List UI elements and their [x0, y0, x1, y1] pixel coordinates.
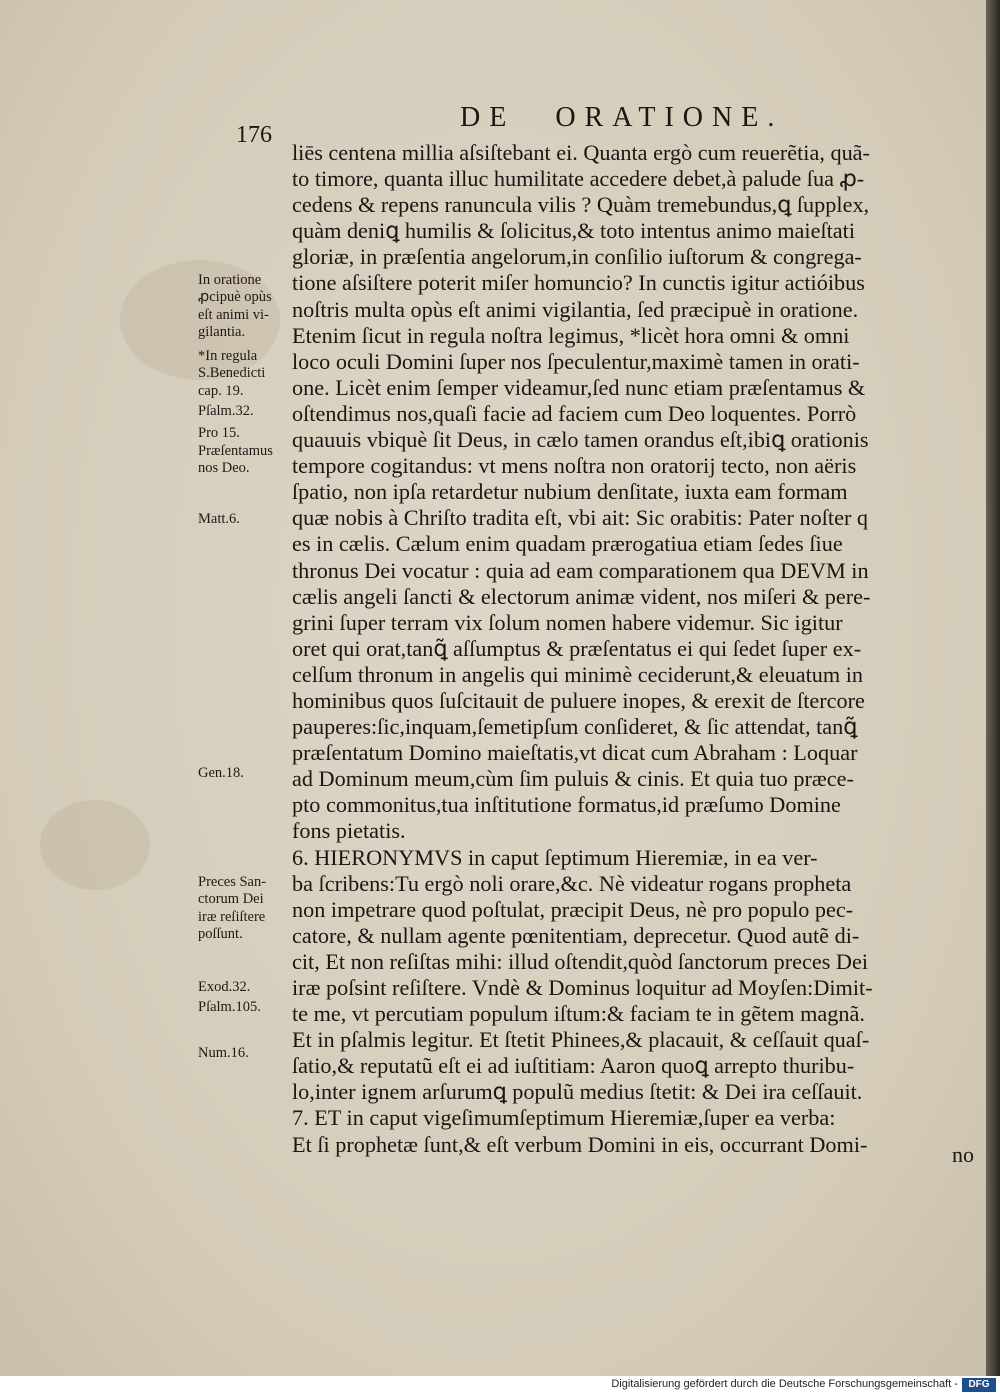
- text-line: grini ſuper terram vix ſolum nomen habere videmur. Sic igitur: [292, 609, 843, 635]
- margin-note: [198, 979, 250, 996]
- text-line: cit, Et non reſiſtas mihi: illud oſtendit,quòd ſanctorum preces Dei: [292, 948, 869, 974]
- margin-note: [198, 403, 254, 420]
- text-line: noſtris multa opùs eſt animi vigilantia, ſed præcipuè in oratione.: [292, 296, 859, 322]
- page-number: 176: [236, 122, 272, 148]
- text-line: quauuis vbiquè ſit Deus, in cælo tamen orandus eſt,ibiꝗ orationis: [292, 427, 869, 453]
- text-line: tione aſsiſtere poterit miſer homuncio? In cunctis igitur actióibus: [292, 270, 865, 296]
- text-line: hominibus quos ſuſcitauit de puluere inopes, & erexit de ſtercore: [292, 687, 865, 713]
- main-text: [292, 140, 982, 1158]
- text-line: lo,inter ignem arſurumꝗ populũ medius ſtetit: & Dei ira ceſſauit.: [292, 1079, 863, 1105]
- text-line: ba ſcribens:Tu ergò noli orare,&c. Nè videatur rogans propheta: [292, 870, 852, 896]
- text-line: cedens & repens ranuncula vilis ? Quàm tremebundus,ꝗ ſupplex,: [292, 192, 870, 218]
- text-line: ſatio,& reputatũ eſt ei ad iuſtitiam: Aaron quoꝗ arrepto thuribu-: [292, 1053, 855, 1079]
- running-head: [460, 102, 783, 134]
- margin-note-line: ꝓcipuè opùs: [198, 289, 272, 306]
- text-line: one. Licèt enim ſemper videamur,ſed nunc etiam præſentamus &: [292, 374, 866, 400]
- text-line: oret qui orat,tanꝗ̃ aſſumptus & præſentatus ei qui ſedet ſuper ex-: [292, 635, 862, 661]
- margin-note: [198, 1045, 249, 1062]
- text-line: to timore, quanta illuc humilitate accedere debet,à palude ſua ꝓ-: [292, 166, 865, 192]
- margin-note-line: Pſalm.105.: [198, 999, 261, 1015]
- text-line: non impetrare quod poſtulat, præcipit Deus, nè pro populo pec-: [292, 896, 854, 922]
- text-line: 6. HIERONYMVS in caput ſeptimum Hieremiæ, in ea ver-: [292, 844, 818, 870]
- margin-note-line: iræ reſiſtere: [198, 908, 266, 925]
- text-line: Et in pſalmis legitur. Et ſtetit Phinees,& placauit, & ceſſauit quaſ-: [292, 1027, 870, 1053]
- margin-note-line: poſſunt.: [198, 926, 243, 943]
- margin-note-line: Exod.32.: [198, 979, 251, 995]
- margin-note-line: Matt.6.: [198, 511, 240, 527]
- text-line: liēs centena millia aſsiſtebant ei. Quanta ergò cum reuerẽtia, quã-: [292, 140, 870, 165]
- margin-note-line: Pſalm.32.: [198, 403, 254, 419]
- margin-note-line: *In regula: [198, 348, 258, 364]
- footer-bar: [0, 1376, 1000, 1396]
- text-line: quàm deniꝗ humilis & ſolicitus,& toto intentus animo maieſtati: [292, 218, 856, 244]
- margin-note: [198, 874, 266, 944]
- margin-note: [198, 272, 272, 342]
- footer-credit: Digitalisierung gefördert durch die Deutsche Forschungsgemeinschaft -: [611, 1378, 958, 1390]
- text-line: celſum thronum in angelis qui minimè ceciderunt,& eleuatum in: [292, 661, 864, 687]
- text-line: thronus Dei vocatur : quia ad eam comparationem qua DEVM in: [292, 557, 869, 583]
- text-line: tempore cogitandus: vt mens noſtra non oratorij tecto, non aëris: [292, 453, 857, 479]
- margin-note-line: cap. 19.: [198, 382, 244, 399]
- margin-note: [198, 765, 244, 782]
- margin-note-line: S.Benedicti: [198, 365, 266, 382]
- text-line: quæ nobis à Chriſto tradita eſt, vbi ait: Sic orabitis: Pater noſter q: [292, 505, 869, 531]
- text-line: præſentatum Domino maieſtatis,vt dicat cum Abraham : Loquar: [292, 740, 858, 766]
- margin-note-line: Præſentamus: [198, 443, 273, 459]
- text-line: ſpatio, non ipſa retardetur nubium denſitate, iuxta eam formam: [292, 479, 848, 505]
- dfg-logo: DFG: [962, 1378, 996, 1392]
- text-line: loco oculi Domini ſuper nos ſpeculentur,maximè tamen in orati-: [292, 348, 860, 374]
- text-line: iræ poſsint reſiſtere. Vndè & Dominus loquitur ad Moyſen:Dimit-: [292, 975, 873, 1000]
- running-head-word: ORATIONE.: [555, 102, 784, 133]
- text-line: ad Dominum meum,cùm ſim puluis & cinis. Et quia tuo præce-: [292, 766, 854, 792]
- text-line: Etenim ſicut in regula noſtra legimus, *licèt hora omni & omni: [292, 322, 850, 348]
- text-line: Et ſi prophetæ ſunt,& eſt verbum Domini in eis, occurrant Domi-: [292, 1131, 868, 1157]
- margin-note: [198, 348, 265, 400]
- margin-note: [198, 443, 273, 478]
- text-line: pto commonitus,tua inſtitutione formatus,id præſumo Domine: [292, 792, 841, 818]
- margin-note-line: In oratione: [198, 272, 262, 288]
- margin-note: [198, 425, 240, 442]
- text-line: te me, vt percutiam populum iſtum:& faciam te in gẽtem magnã.: [292, 1001, 865, 1027]
- margin-note-line: Pro 15.: [198, 425, 240, 441]
- margin-note-line: Preces San-: [198, 874, 267, 890]
- margin-note-line: gilantia.: [198, 324, 246, 341]
- paper-stain: [40, 800, 150, 890]
- margin-note-line: nos Deo.: [198, 460, 250, 477]
- text-line: es in cælis. Cælum enim quadam prærogatiua etiam ſedes ſiue: [292, 531, 843, 557]
- margin-note-line: Gen.18.: [198, 765, 244, 781]
- running-head-word: DE: [460, 102, 516, 133]
- margin-note-line: ctorum Dei: [198, 891, 264, 908]
- text-line: pauperes:ſic,inquam,ſemetipſum conſideret, & ſic attendat, tanꝗ̃: [292, 714, 858, 740]
- margin-note: [198, 999, 261, 1016]
- margin-note: [198, 511, 240, 528]
- text-line: oſtendimus nos,quaſi facie ad faciem cum Deo loquentes. Porrò: [292, 400, 857, 426]
- text-line: fons pietatis.: [292, 818, 406, 844]
- margin-note-line: Num.16.: [198, 1045, 249, 1061]
- text-line: 7. ET in caput vigeſimumſeptimum Hieremiæ,ſuper ea verba:: [292, 1105, 836, 1131]
- margin-note-line: eſt animi vi-: [198, 306, 269, 323]
- book-edge: [986, 0, 1000, 1376]
- text-line: gloriæ, in præſentia angelorum,in conſilio iuſtorum & congrega-: [292, 244, 862, 270]
- text-line: catore, & nullam agente pœnitentiam, deprecetur. Quod autẽ di-: [292, 922, 860, 948]
- catchword: no: [952, 1142, 974, 1167]
- text-line: cælis angeli ſancti & electorum animæ vident, nos miſeri & pere-: [292, 583, 871, 609]
